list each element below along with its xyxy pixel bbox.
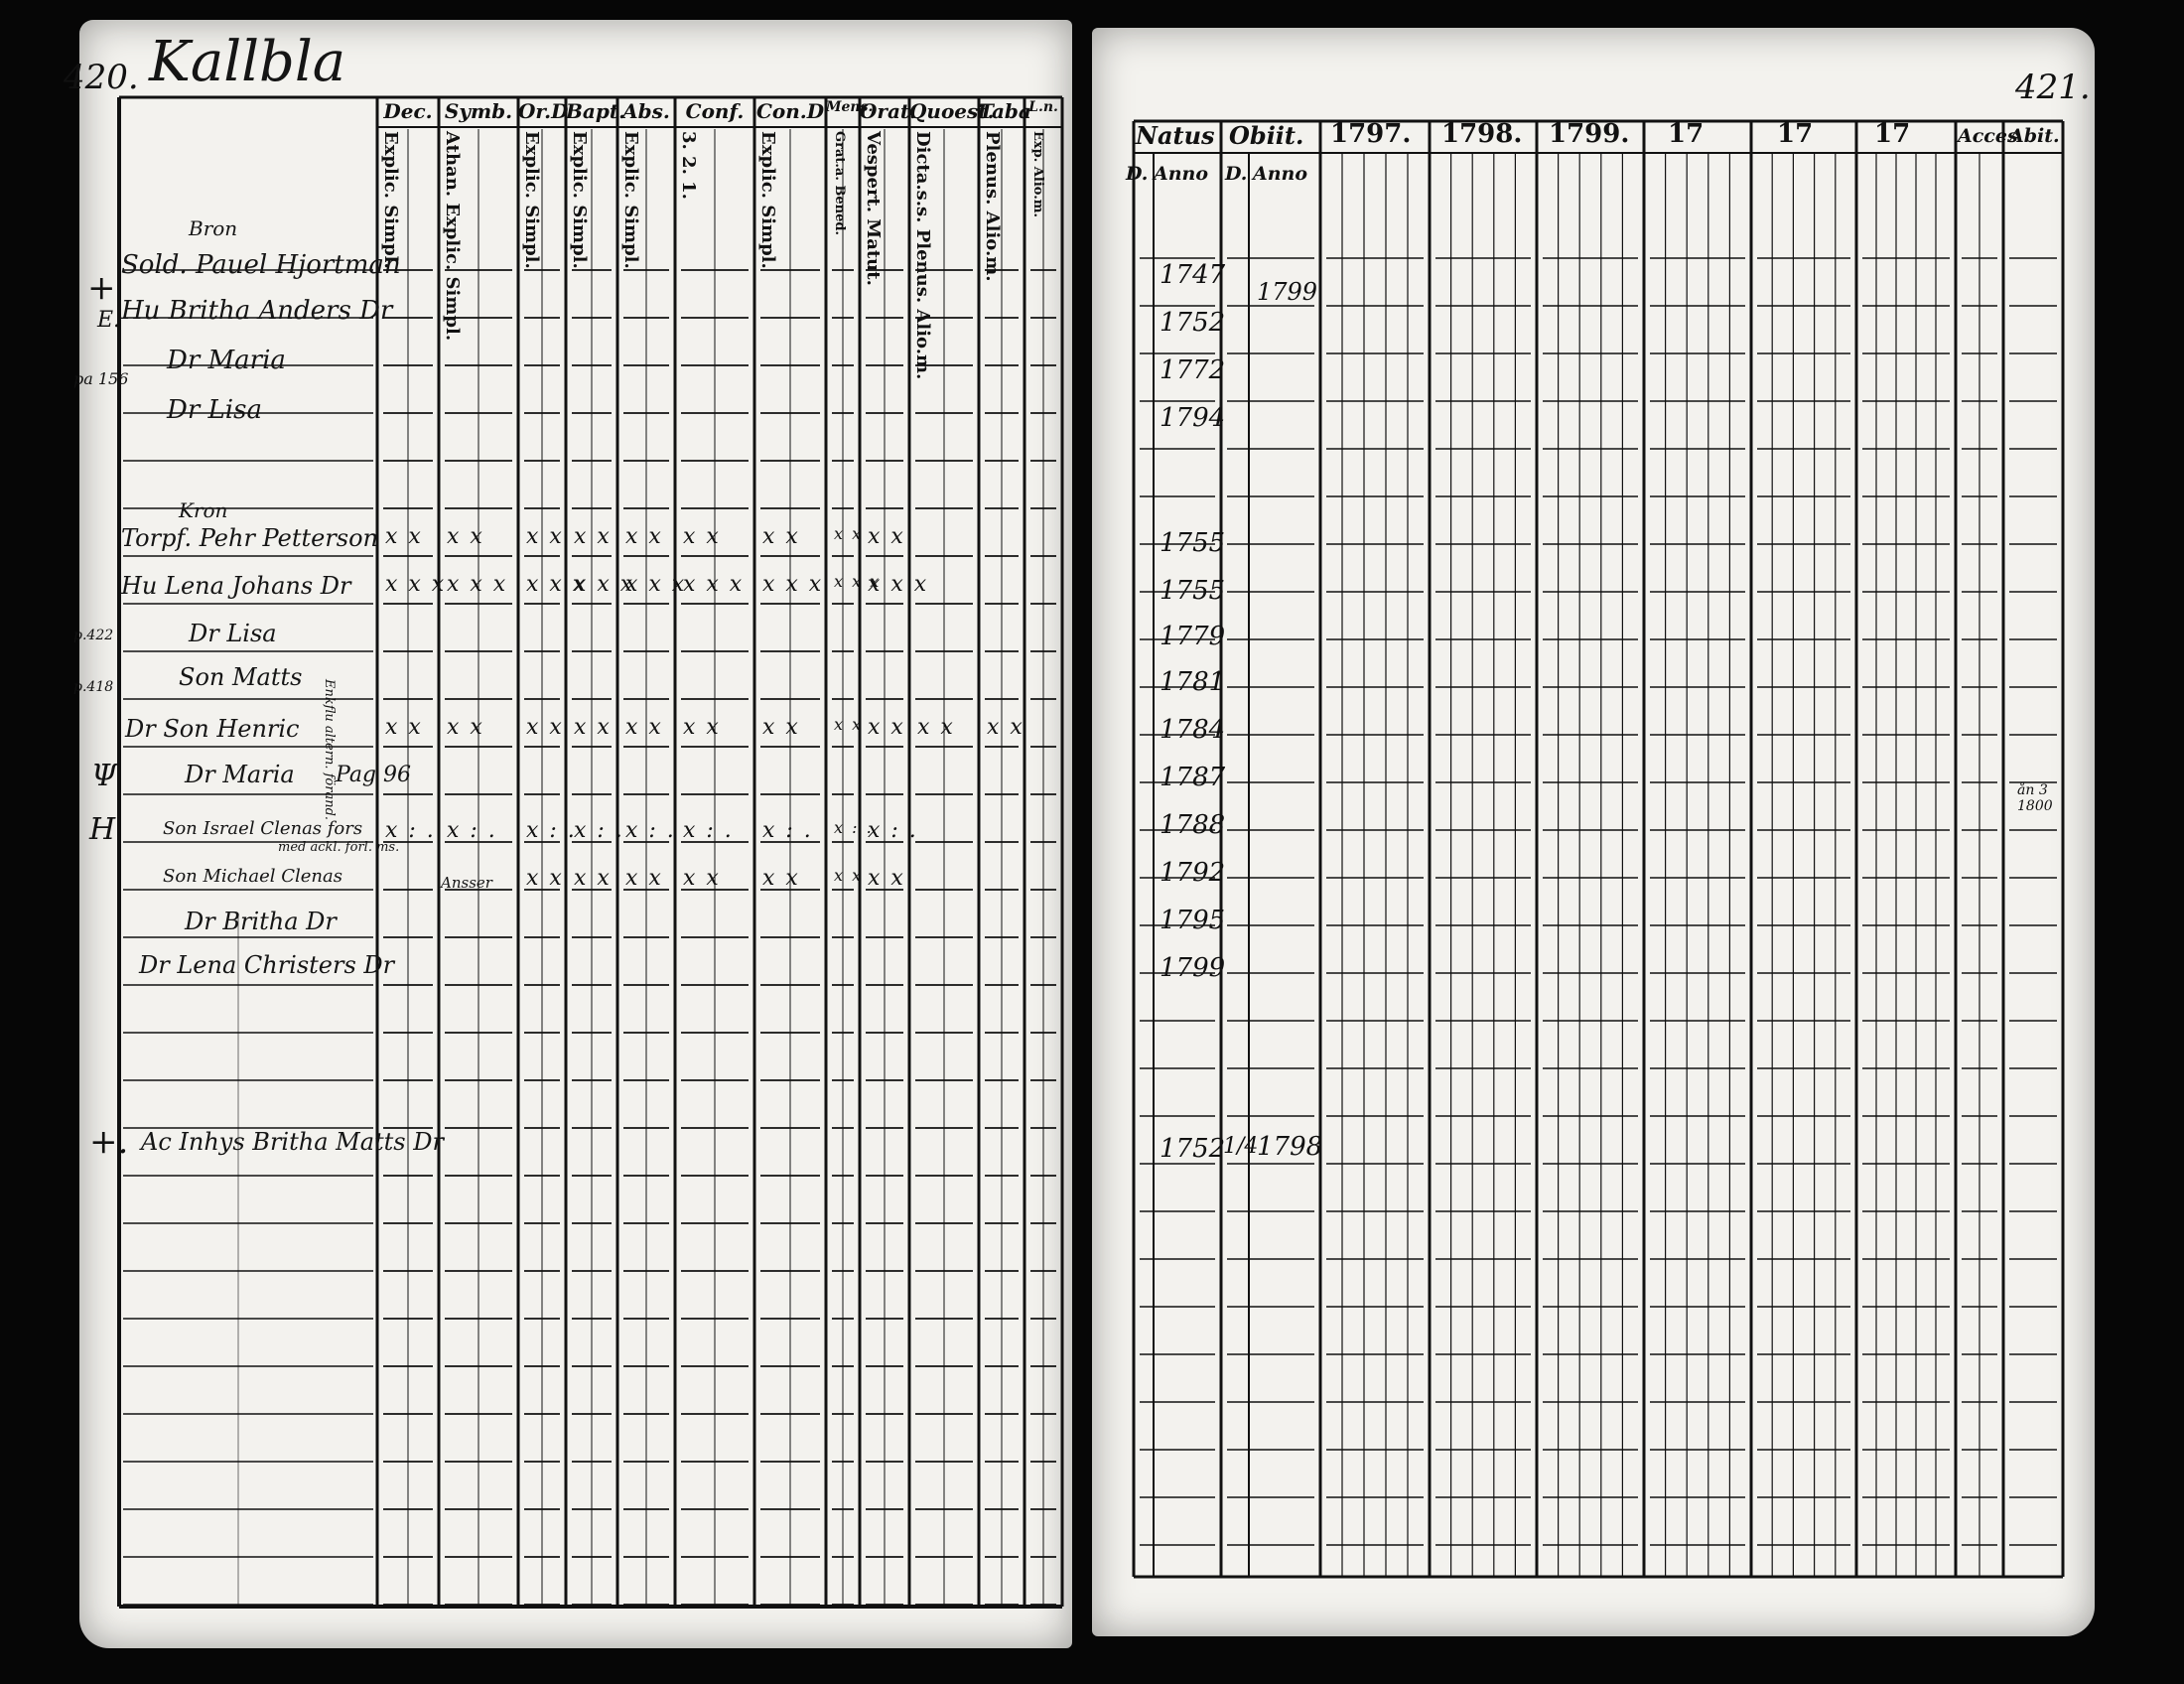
birth-year: 1747 [1160,260,1226,290]
annotation: Enkflu altern. förand. [322,679,337,821]
birth-year: 1792 [1160,858,1226,888]
entry-name: Son Michael Clenas [163,866,342,887]
column-sub-header: Exp. Alio.m. [1030,131,1045,218]
x-mark: x x [834,715,864,734]
entry-name: Ac Inhys Britha Matts Dr [141,1128,444,1156]
abit-note: ån 3 1800 [2017,782,2053,814]
x-mark: x x [574,715,612,740]
x-mark: x x [683,866,721,891]
entry-name: Torpf. Pehr Petterson [121,524,379,552]
x-mark: x : . [868,818,918,843]
birth-year: 1752 [1160,1134,1226,1164]
column-header: Mens. [826,99,874,115]
entry-name: Kron [179,498,228,522]
entry-name: Dr Lena Christers Dr [139,951,395,979]
x-mark: x : . [526,818,577,843]
entry-name: Sold. Pauel Hjortman [121,250,401,280]
header-natus: Natus [1136,121,1215,150]
margin-note: Ψ [91,759,118,793]
birth-year: 1794 [1160,403,1226,433]
entry-name: Hu Britha Anders Dr [121,296,393,326]
entry-name: Dr Maria [167,346,286,375]
left-page [64,20,1072,1648]
x-mark: x x [834,866,864,885]
column-header: Symb. [444,99,513,123]
x-mark: x x [762,715,800,740]
x-mark: x x [574,524,612,549]
column-sub-header: Explic. Simpl. [569,131,590,269]
x-mark: x x x [385,572,447,597]
x-mark: x x x [834,572,882,591]
column-header: Abs. [622,99,670,123]
x-mark: x x [447,715,484,740]
entry-name: Dr Lisa [167,395,262,425]
column-sub-header: Vespert. Matut. [863,131,884,286]
x-mark: x x [625,524,663,549]
header-year-1797: 1797. [1330,119,1412,149]
entry-name: Hu Lena Johans Dr [121,572,351,600]
margin-note: +. [89,1122,129,1162]
column-header: Con.D [755,99,825,123]
header-year-17: 17 [1777,119,1814,149]
header-year-17: 17 [1668,119,1705,149]
x-mark: x x [625,866,663,891]
x-mark: x x [526,715,564,740]
death-year: 1798 [1257,1132,1323,1162]
x-mark: x : . [683,818,734,843]
column-sub-header: Athan. Explic. Simpl. [442,131,463,342]
x-mark: x x [625,715,663,740]
x-mark: x x [683,715,721,740]
x-mark: x x [526,524,564,549]
column-header: Bapt. [566,99,626,123]
birth-year: 1784 [1160,715,1226,745]
column-header: Conf. [685,99,745,123]
x-mark: x x x [574,572,635,597]
right-page-number: 421. [2015,68,2091,107]
margin-note: + [87,268,116,308]
column-header: Quoest. [909,99,995,123]
x-mark: x x [526,866,564,891]
birth-year: 1799 [1160,953,1226,983]
column-sub-header: Explic. Simpl. [380,131,401,269]
sub-day: D. [1225,163,1248,185]
margin-note: E. [97,308,121,333]
column-header: Orat. [860,99,917,123]
column-sub-header: Explic. Simpl. [521,131,542,269]
margin-note: pa 156 [73,369,129,388]
left-page-number: 420. [64,58,139,97]
birth-year: 1779 [1160,622,1226,651]
x-mark: x x x [526,572,588,597]
x-mark: x x [385,524,423,549]
x-mark: x x [987,715,1024,740]
margin-note: H [89,812,116,847]
x-mark: x x [834,524,864,543]
column-sub-header: Grat.a. Bened. [832,131,847,235]
x-mark: x : . [385,818,436,843]
sub-year: Anno [1253,163,1308,185]
x-mark: x x x [447,572,508,597]
birth-year: 1787 [1160,763,1226,792]
sub-year: Anno [1154,163,1209,185]
x-mark: x x [574,866,612,891]
x-mark: x x [868,524,905,549]
annotation: Ansser [441,874,492,892]
x-mark: x : . [762,818,813,843]
birth-year: 1752 [1160,308,1226,338]
x-mark: x x [762,524,800,549]
death-day: 1/4 [1223,1134,1259,1159]
x-mark: x : . [574,818,624,843]
entry-name: Son Matts [179,663,303,691]
village-name: Kallbla [149,30,346,94]
column-header: Or.D [518,99,569,123]
x-mark: x x [917,715,955,740]
header-year-1798: 1798. [1441,119,1523,149]
birth-year: 1788 [1160,810,1226,840]
x-mark: x x [762,866,800,891]
birth-year: 1781 [1160,667,1226,697]
header-obiit: Obiit. [1229,121,1304,150]
entry-name: Bron [189,216,238,240]
birth-year: 1755 [1160,528,1226,558]
column-sub-header: 3. 2. 1. [678,131,699,200]
header-acces: Acces [1958,125,2018,147]
x-mark: x x [868,866,905,891]
x-mark: x x x [762,572,824,597]
x-mark: x : . [447,818,497,843]
x-mark: x x [447,524,484,549]
header-abit: Abit. [2009,125,2060,147]
annotation: med ackl. förl. ms. [278,840,400,855]
x-mark: x x [683,524,721,549]
margin-note: p.422 [73,628,114,643]
right-register-grid [1092,28,2095,1636]
column-header: L.n. [1028,99,1058,115]
entry-name: Dr Maria [185,761,295,788]
entry-name: Dr Britha Dr [185,908,337,935]
column-sub-header: Explic. Simpl. [757,131,778,269]
column-sub-header: Plenus. Alio.m. [982,131,1003,282]
x-mark: x x x [868,572,929,597]
birth-year: 1795 [1160,906,1226,935]
header-year-17: 17 [1874,119,1911,149]
x-mark: x : . [834,818,874,837]
sub-day: D. [1126,163,1149,185]
entry-name: Son Israel Clenas fors [163,818,363,839]
header-year-1799: 1799. [1549,119,1630,149]
x-mark: x x [868,715,905,740]
column-sub-header: Explic. Simpl. [620,131,641,269]
margin-note: p.418 [73,679,114,695]
column-header: Dec. [383,99,433,123]
birth-year: 1772 [1160,355,1226,385]
entry-name: Dr Son Henric [125,715,300,743]
x-mark: x : . [625,818,676,843]
x-mark: x x x [683,572,745,597]
annotation: Pag 96 [336,763,412,787]
death-year: 1799 [1257,278,1318,306]
x-mark: x x [385,715,423,740]
right-page [1092,28,2095,1636]
column-sub-header: Dicta.s.s. Plenus. Alio.m. [912,131,933,380]
birth-year: 1755 [1160,576,1226,606]
column-header: Taba [979,99,1031,123]
x-mark: x x x [625,572,687,597]
entry-name: Dr Lisa [189,620,277,647]
